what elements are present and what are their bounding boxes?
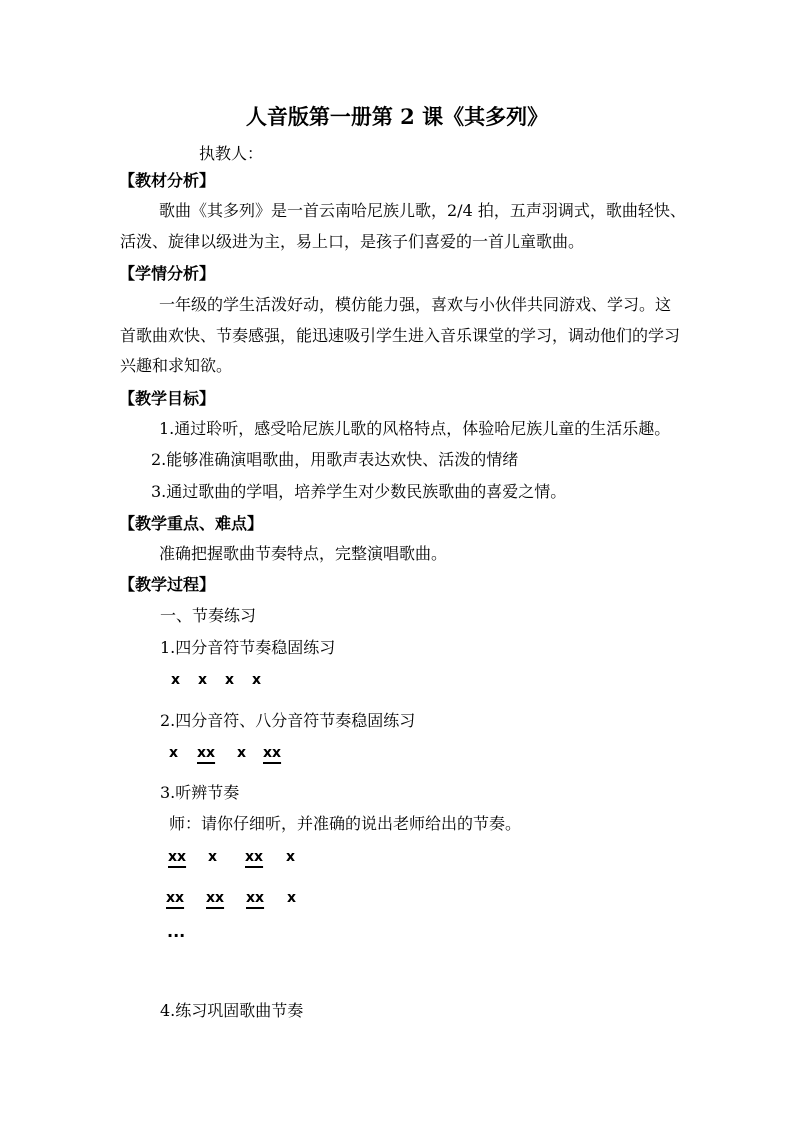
rhythm-note: x [198,672,208,688]
rhythm-eighth-pair: xx [263,745,282,761]
paragraph-line: 活泼、旋律以级进为主，易上口，是孩子们喜爱的一首儿童歌曲。 [120,232,585,251]
process-step: 1.四分音符节奏稳固练习 [160,638,336,657]
paragraph-line: 首歌曲欢快、节奏感强，能迅速吸引学生进入音乐课堂的学习，调动他们的学习 [120,326,681,345]
rhythm-eighth-pair: xx [206,890,225,906]
teacher-instruction: 师：请你仔细听，并准确的说出老师给出的节奏。 [169,814,522,833]
rhythm-eighth-pair: xx [245,849,264,865]
rhythm-note: x [169,745,179,761]
process-step: 3.听辨节奏 [160,783,240,802]
rhythm-note: x [208,849,218,865]
objective-item: 1.通过聆听，感受哈尼族儿歌的风格特点，体验哈尼族儿童的生活乐趣。 [159,419,671,438]
section-heading-process: 【教学过程】 [119,575,216,594]
rhythm-note: x [286,849,296,865]
rhythm-note: x [287,890,297,906]
section-heading-students: 【学情分析】 [119,264,216,283]
paragraph-line: 一年级的学生活泼好动，模仿能力强，喜欢与小伙伴共同游戏、学习。这 [159,295,672,314]
key-points-text: 准确把握歌曲节奏特点，完整演唱歌曲。 [159,544,448,563]
rhythm-eighth-pair: xx [246,890,265,906]
document-title: 人音版第一册第 2 课《其多列》 [245,104,549,129]
rhythm-note: x [237,745,247,761]
ellipsis: ··· [167,926,186,945]
paragraph-line: 兴趣和求知欲。 [120,356,233,375]
rhythm-note: x [225,672,235,688]
rhythm-eighth-pair: xx [197,745,216,761]
rhythm-eighth-pair: xx [168,849,187,865]
rhythm-note: x [252,672,262,688]
section-heading-textbook: 【教材分析】 [119,171,216,190]
section-heading-objectives: 【教学目标】 [119,389,216,408]
objective-item: 2.能够准确演唱歌曲，用歌声表达欢快、活泼的情绪 [151,450,519,469]
rhythm-note: x [171,672,181,688]
process-part-title: 一、节奏练习 [160,606,257,625]
paragraph-line: 歌曲《其多列》是一首云南哈尼族儿歌，2/4 拍，五声羽调式，歌曲轻快、 [159,201,686,220]
process-step: 4.练习巩固歌曲节奏 [160,1001,304,1020]
rhythm-eighth-pair: xx [166,890,185,906]
section-heading-key-points: 【教学重点、难点】 [119,514,264,533]
objective-item: 3.通过歌曲的学唱，培养学生对少数民族歌曲的喜爱之情。 [151,482,567,501]
teacher-label: 执教人： [199,144,264,163]
process-step: 2.四分音符、八分音符节奏稳固练习 [160,711,416,730]
